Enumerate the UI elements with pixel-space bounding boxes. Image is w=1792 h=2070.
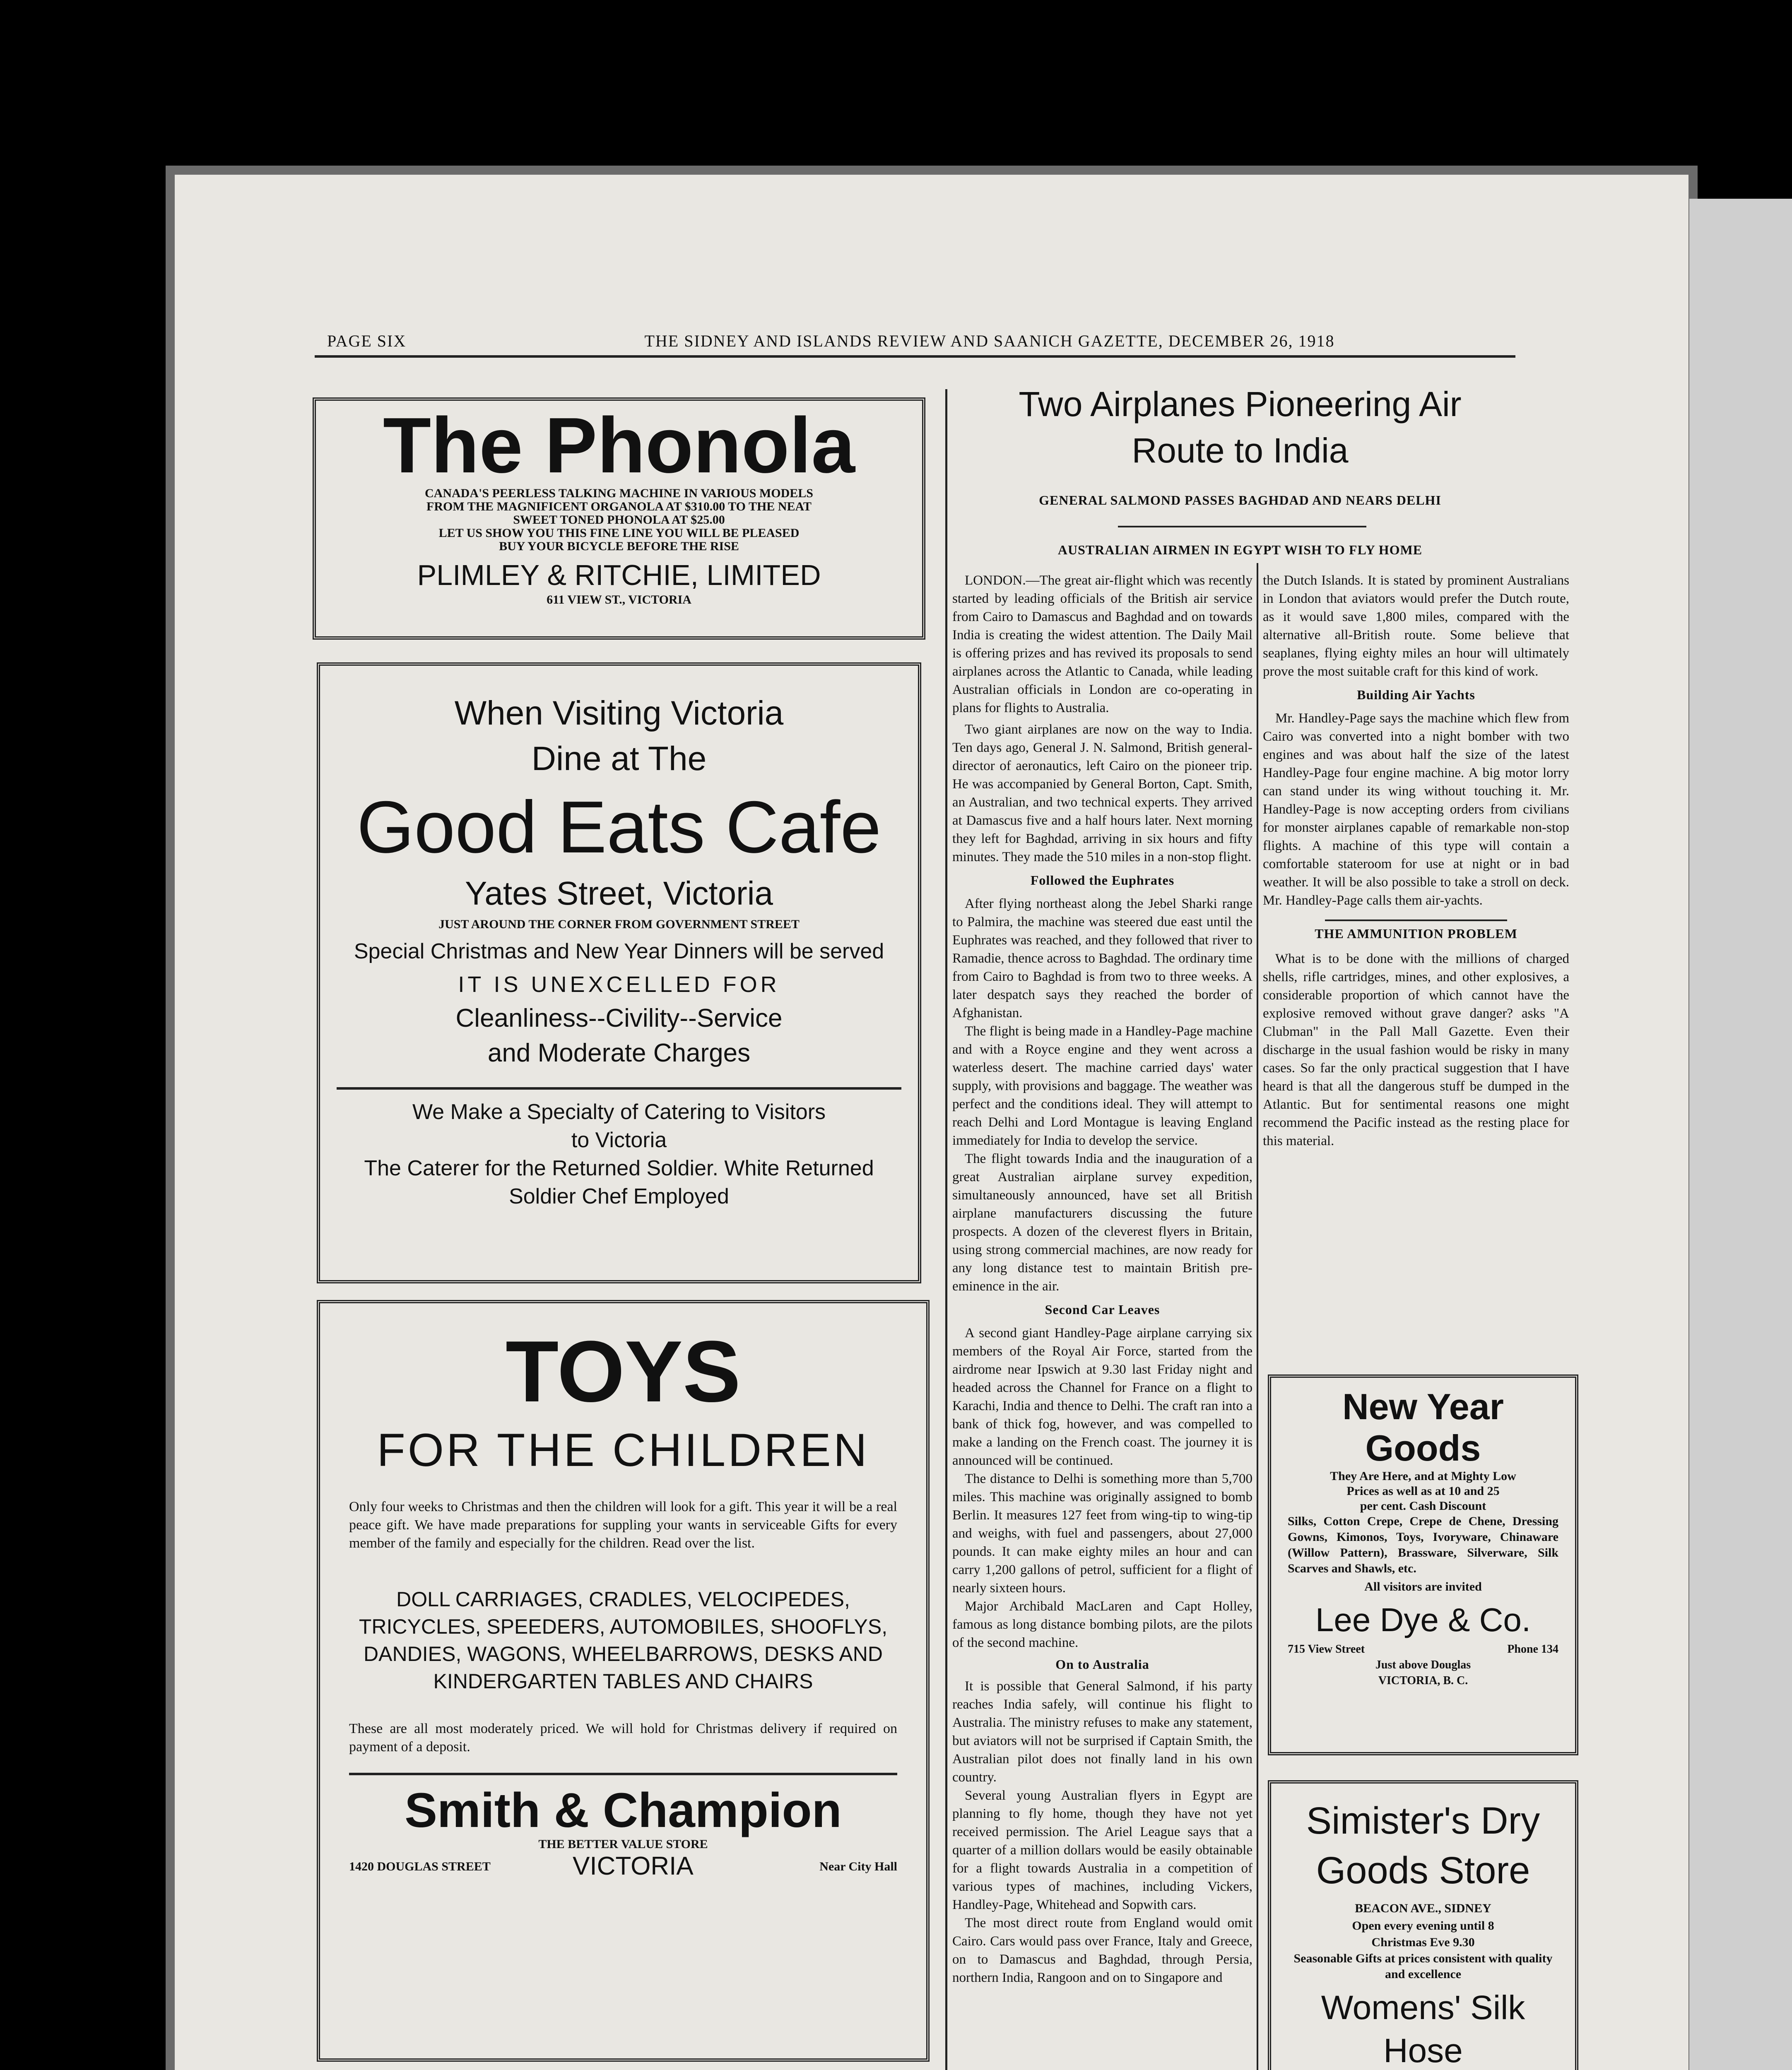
airplanes-column-a (952, 571, 1252, 1987)
australia-heading: On to Australia (1055, 1657, 1149, 1672)
simister-hose-2: Hose (1383, 2032, 1463, 2070)
simister-hose-1: Womens' Silk (1321, 1989, 1525, 2027)
lee-dye-line: They Are Here, and at Mighty Low (1330, 1469, 1516, 1483)
second-car-heading: Second Car Leaves (1045, 1302, 1160, 1317)
cafe-unexcelled: IT IS UNEXCELLED FOR (458, 972, 780, 997)
air-para: The flight is being made in a Handley-Page machine and with a Royce engine and they went across a waterless desert. The machine carried days' water supply, with provisions and baggage. The weather was perfect and the conditions ideal. They will attempt to reach Delhi and Lord Montague is leaving England immediately for India to develop the service. (952, 1024, 1252, 1148)
phonola-line: BUY YOUR BICYCLE BEFORE THE RISE (499, 539, 739, 553)
cafe-chef: Soldier Chef Employed (509, 1184, 729, 1208)
lee-dye-line: Prices as well as at 10 and 25 (1346, 1484, 1500, 1498)
phonola-ad (313, 397, 925, 640)
airplanes-subhead-2: AUSTRALIAN AIRMEN IN EGYPT WISH TO FLY HOME (1057, 542, 1423, 557)
toys-near: Near City Hall (819, 1860, 897, 1873)
toys-title: TOYS (506, 1323, 741, 1420)
lee-dye-goods: Silks, Cotton Crepe, Crepe de Chene, Dressing Gowns, Kimonos, Toys, Ivoryware, Chinaware (Willow Pattern), Brassware, Silverware, Silk Scarves and Shawls, etc. (1288, 1514, 1558, 1575)
cafe-name: Good Eats Cafe (356, 786, 882, 868)
airplanes-subhead-1: GENERAL SALMOND PASSES BAGHDAD AND NEARS DELHI (1039, 493, 1441, 508)
phonola-line: LET US SHOW YOU THIS FINE LINE YOU WILL BE PLEASED (438, 526, 800, 540)
toys-subtitle: FOR THE CHILDREN (377, 1424, 870, 1476)
next-page-edge (1689, 199, 1792, 2070)
cafe-cleanliness: Cleanliness--Civility--Service (455, 1004, 783, 1033)
lee-dye-title-2: Goods (1365, 1427, 1481, 1468)
lee-dye-firm: Lee Dye & Co. (1315, 1601, 1531, 1638)
phonola-line: SWEET TONED PHONOLA AT $25.00 (513, 513, 725, 527)
air-para: After flying northeast along the Jebel Sharki range to Palmira, the machine was steered due east until the Euphrates was reached, and they followed that river to Ramadie, thence across to Baghdad. The ordinary time from Cairo to Baghdad is from two to three weeks. A later despatch says they reached the border of Afghanistan. (952, 896, 1252, 1021)
cafe-specialty: We Make a Specialty of Catering to Visitors (412, 1100, 826, 1124)
simister-ad (1268, 1780, 1578, 2070)
air-yachts-heading: Building Air Yachts (1357, 687, 1475, 702)
toys-list: DOLL CARRIAGES, CRADLES, VELOCIPEDES, TRICYCLES, SPEEDERS, AUTOMOBILES, SHOOFLYS, DANDIES, WAGONS, WHEELBARROWS, DESKS AND KINDERGARTEN TABLES AND CHAIRS (359, 1588, 888, 1693)
air-para: A second giant Handley-Page airplane carrying six members of the Royal Air Force, started from the airdrome near Ipswich at 9.30 last Friday night and headed across the Channel for France on a flight to Karachi, India and thence to Delhi. The craft ran into a bank of thick fog, however, and was compelled to make a landing on the French coast. The journey it is announced will be continued. (952, 1326, 1252, 1468)
subhead-rule (1118, 526, 1366, 527)
lee-dye-ad (1268, 1374, 1578, 1755)
cafe-around: JUST AROUND THE CORNER FROM GOVERNMENT STREET (438, 917, 800, 931)
lee-dye-street: 715 View Street (1288, 1643, 1365, 1656)
air-para: It is possible that General Salmond, if his party reaches India safely, will continue his flight to Australia. The ministry refuses to make any statement, but aviators will not be surprised if Captain Smith, the Australian pilot does not finally land in his own country. (952, 1679, 1252, 1785)
toys-intro: Only four weeks to Christmas and then the children will look for a gift. This year it will be a real peace gift. We have made preparations for suppling your wants in serviceable Gifts for every member of the family and especially for the children. Read over the list. (349, 1499, 897, 1551)
cafe-street: Yates Street, Victoria (465, 875, 773, 912)
lee-dye-phone: Phone 134 (1507, 1643, 1558, 1656)
lee-dye-invited: All visitors are invited (1364, 1580, 1482, 1593)
cafe-line-1: When Visiting Victoria (454, 694, 784, 732)
header-rule (315, 355, 1515, 358)
toys-ad (317, 1300, 930, 2062)
phonola-line: FROM THE MAGNIFICENT ORGANOLA AT $310.00 TO THE NEAT (426, 500, 812, 513)
toys-firm: Smith & Champion (405, 1783, 842, 1838)
phonola-firm: PLIMLEY & RITCHIE, LIMITED (417, 559, 821, 591)
airplanes-headline-2: Route to India (1132, 431, 1349, 470)
air-para: LONDON.—The great air-flight which was recently started by leading officials of the British air service from Cairo to Damascus and Baghdad and on towards India is creating the widest attention. The Daily Mail is offering prizes and has revived its proposals to send airplanes across the Atlantic to Canada, while leading Australian officials in London are co-operating in plans for flights to Australia. (952, 573, 1252, 715)
phonola-title: The Phonola (383, 402, 855, 489)
air-para: The distance to Delhi is something more than 5,700 miles. This machine was originally assigned to bomb Berlin. It measures 127 feet from wing-tip to wing-tip and weighs, with fuel and passengers, about 27,000 pounds. It can make eighty miles an hour and can carry 1,200 gallons of petrol, sufficient for a flight of nearly sixteen hours. (952, 1471, 1252, 1596)
airplanes-column-b (1263, 571, 1569, 1150)
toys-store: THE BETTER VALUE STORE (538, 1837, 708, 1851)
phonola-line: CANADA'S PEERLESS TALKING MACHINE IN VARIOUS MODELS (425, 486, 813, 500)
lee-dye-above: Just above Douglas (1375, 1658, 1471, 1671)
air-para: the Dutch Islands. It is stated by prominent Australians in London that aviators would prefer the Dutch route, as it would save 1,800 miles, compared with the alternative all-British route. Some believe that seaplanes, flying eighty miles an hour will ultimately prove the most suitable craft for this kind of work. (1263, 573, 1569, 679)
column-rule-1 (945, 389, 947, 2070)
toys-priced: These are all most moderately priced. We will hold for Christmas delivery if required on payment of a deposit. (349, 1721, 897, 1755)
simister-address: BEACON AVE., SIDNEY (1355, 1902, 1491, 1915)
cafe-special: Special Christmas and New Year Dinners will be served (354, 939, 884, 963)
cafe-moderate: and Moderate Charges (487, 1039, 751, 1067)
airplanes-headline (952, 381, 1528, 474)
phonola-address: 611 VIEW ST., VICTORIA (547, 593, 691, 607)
simister-title-2: Goods Store (1316, 1849, 1530, 1892)
simister-hours: Open every evening until 8 (1352, 1919, 1494, 1933)
cafe-specialty-2: to Victoria (571, 1128, 667, 1152)
air-para: Mr. Handley-Page says the machine which flew from Cairo was converted into a night bomber with two engines and was about half the size of the latest Handley-Page four engine machine. A big motor lorry can stand under its wing without touching it. Mr. Handley-Page is now accepting orders from civilians for monster airplanes capable of remarkable non-stop flights. A machine of this type will contain a comfortable stateroom for use at night or in bad weather. It will be also possible to take a stroll on deck. Mr. Handley-Page calls them air-yachts. (1263, 711, 1569, 908)
good-eats-cafe-ad (317, 662, 921, 1283)
cafe-caterer: The Caterer for the Returned Soldier. White Returned (364, 1156, 874, 1180)
toys-street: 1420 DOUGLAS STREET (349, 1860, 491, 1873)
page-number: PAGE SIX (327, 332, 407, 350)
air-para: The flight towards India and the inauguration of a great Australian airplane survey expedition, simultaneously announced, have set all British airplane manufacturers discussing the future prospects. A dozen of the cleverest flyers in Britain, using strong commercial machines, are now ready for any long distance test to maintain British pre-eminence in the air. (952, 1151, 1252, 1294)
simister-gifts: Seasonable Gifts at prices consistent with quality and excellence (1293, 1952, 1553, 1981)
euphrates-heading: Followed the Euphrates (1030, 873, 1175, 888)
air-para: Several young Australian flyers in Egypt are planning to fly home, though they have not yet received permission. The Ariel League says that a quarter of a million dollars would be easily obtainable for a flight towards Australia in a competition of various types of machines, including Vickers, Handley-Page, Whitehead and Sopwith cars. (952, 1788, 1252, 1912)
lee-dye-title-1: New Year (1342, 1386, 1504, 1427)
simister-title-1: Simister's Dry (1306, 1800, 1540, 1842)
ammunition-heading: THE AMMUNITION PROBLEM (1315, 926, 1517, 941)
cafe-line-2: Dine at The (531, 740, 707, 777)
airplanes-headline-1: Two Airplanes Pioneering Air (1019, 385, 1462, 424)
column-rule-2 (1257, 563, 1258, 2070)
air-para: The most direct route from England would omit Cairo. Cars would pass over France, Italy and Greece, on to Damascus and Baghdad, through Persia, northern India, Rangoon and on to Singapore and (952, 1916, 1252, 1985)
air-para: Major Archibald MacLaren and Capt Holley, famous as long distance bombing pilots, are the pilots of the second machine. (952, 1599, 1252, 1650)
toys-city: VICTORIA (573, 1852, 694, 1880)
lee-dye-line: per cent. Cash Discount (1360, 1499, 1486, 1513)
masthead: THE SIDNEY AND ISLANDS REVIEW AND SAANICH GAZETTE, DECEMBER 26, 1918 (644, 332, 1335, 350)
lee-dye-city: VICTORIA, B. C. (1378, 1674, 1468, 1687)
ammunition-body: What is to be done with the millions of charged shells, rifle cartridges, mines, and other explosives, a considerable proportion of which cannot have the explosive removed without grave danger? asks "A Clubman" in the Pall Mall Gazette. Even their discharge in the usual fashion would be risky in many cases. So far the only practical suggestion that I have heard is that all the dangerous stuff be dumped in the Atlantic. But for sentimental reasons one might recommend the Pacific instead as the resting place for this material. (1263, 951, 1569, 1148)
air-para: Two giant airplanes are now on the way to India. Ten days ago, General J. N. Salmond, British general-director of aeronautics, left Cairo on the pioneer trip. He was accompanied by General Borton, Capt. Smith, an Australian, and two technical experts. They arrived at Damascus five and a half hours later. Next morning they left for Baghdad, arriving in six hours and fifty minutes. They made the 510 miles in a non-stop flight. (952, 722, 1252, 864)
simister-xmas: Christmas Eve 9.30 (1371, 1935, 1475, 1949)
